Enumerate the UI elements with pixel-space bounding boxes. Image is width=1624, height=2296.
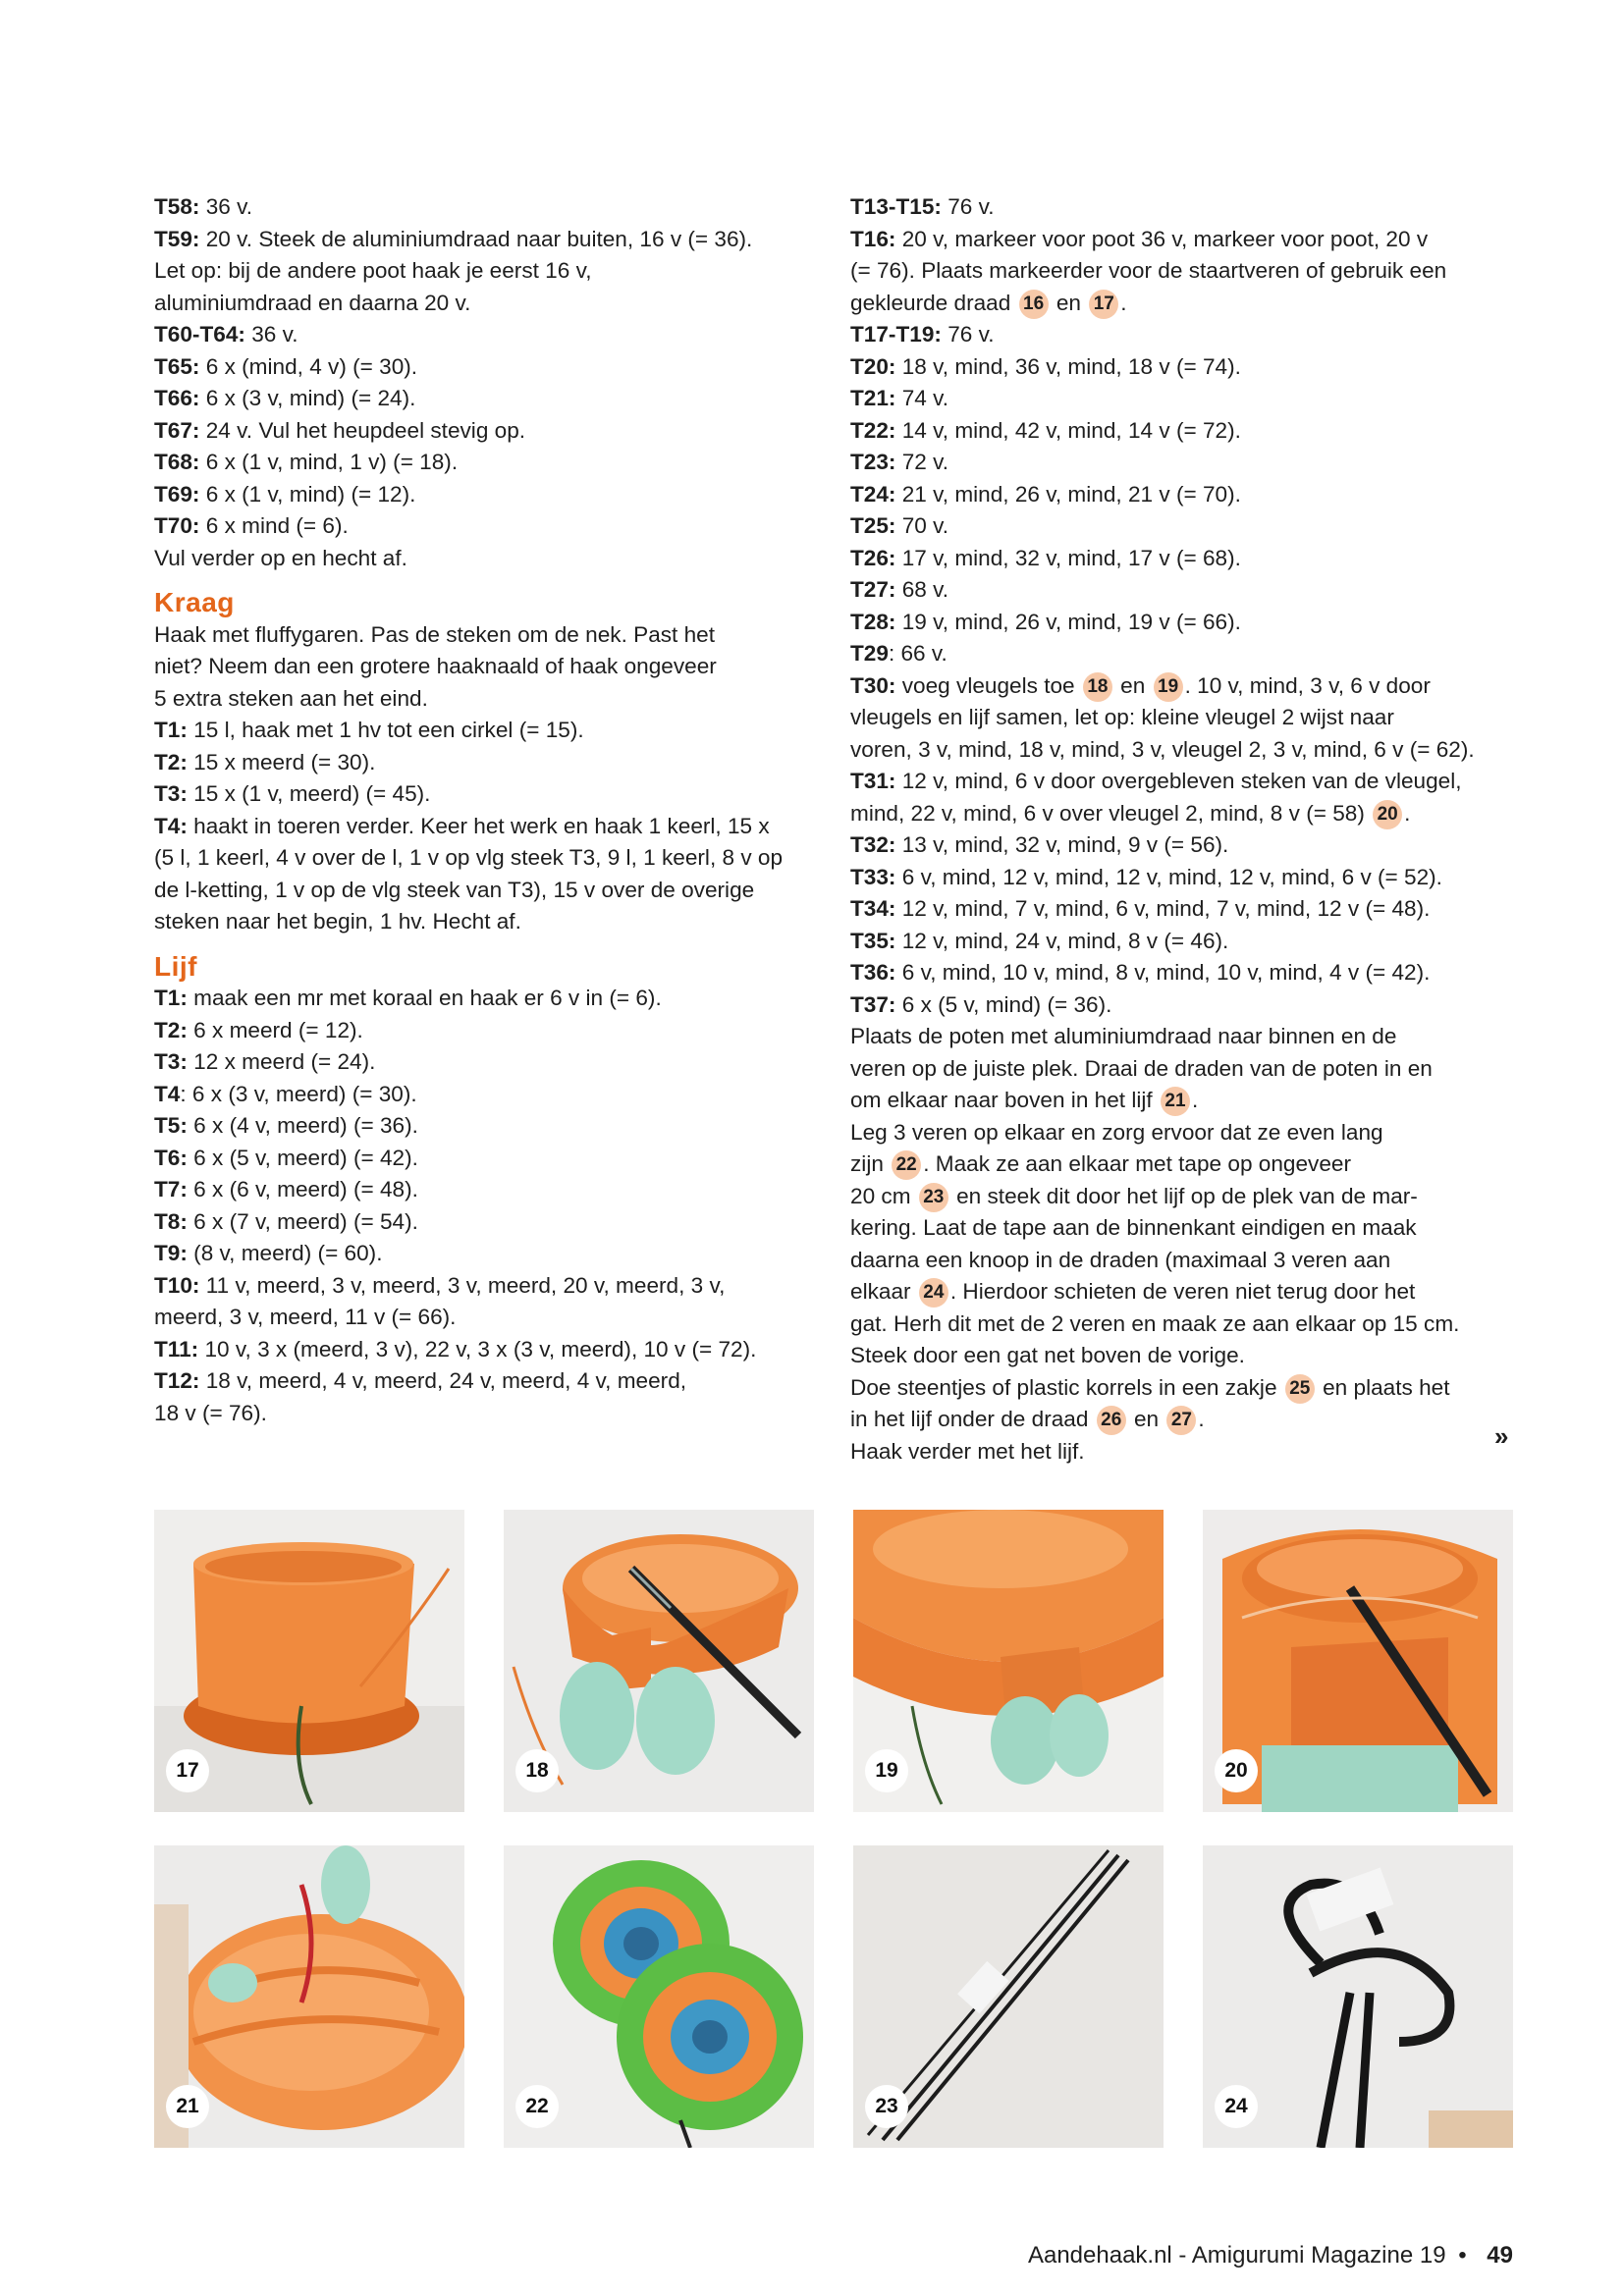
photo-22 <box>504 1845 814 2148</box>
line-text: 18 v, mind, 36 v, mind, 18 v (= 74). <box>895 353 1241 379</box>
row-label: T10: <box>154 1272 200 1298</box>
text-line <box>154 1079 841 1111</box>
line-text: 6 v, mind, 12 v, mind, 12 v, mind, 12 v, mind, 6 v (= 52). <box>895 864 1442 889</box>
text-line <box>850 351 1538 384</box>
text-line <box>850 1053 1538 1086</box>
line-text: 21 v, mind, 26 v, mind, 21 v (= 70). <box>895 481 1241 507</box>
photo-24 <box>1203 1845 1513 2148</box>
line-text: steken naar het begin, 1 hv. Hecht af. <box>154 909 521 934</box>
text-line <box>850 255 1538 288</box>
text-line <box>154 1206 841 1239</box>
row-label: T9: <box>154 1241 188 1265</box>
line-text: . 10 v, mind, 3 v, 6 v door <box>1184 672 1431 698</box>
photo-17 <box>154 1510 464 1812</box>
text-line <box>154 811 841 843</box>
row-label: T27: <box>850 577 896 602</box>
line-text: 5 extra steken aan het eind. <box>154 685 428 711</box>
page-number: 49 <box>1487 2242 1513 2269</box>
row-label: T69: <box>154 481 200 507</box>
text-line <box>154 224 841 256</box>
continue-arrow-icon: » <box>1494 1421 1509 1451</box>
text-line <box>850 383 1538 415</box>
line-text: 6 x (1 v, mind) (= 12). <box>199 481 416 507</box>
row-label: T22: <box>850 417 896 443</box>
text-line <box>154 191 841 224</box>
photo-reference-badge: 25 <box>1285 1374 1315 1404</box>
line-text: . <box>1404 800 1411 826</box>
text-line <box>850 510 1538 543</box>
text-line <box>850 574 1538 607</box>
text-line <box>850 1372 1538 1405</box>
photo-reference-badge: 20 <box>1373 800 1402 829</box>
text-line <box>850 1085 1538 1117</box>
row-label: T23: <box>850 450 896 474</box>
line-text: 70 v. <box>895 513 949 538</box>
text-line <box>850 1245 1538 1277</box>
line-text: 20 v, markeer voor poot 36 v, markeer voor poot, 20 v <box>895 226 1429 251</box>
line-text: 6 x (3 v, mind) (= 24). <box>199 386 416 410</box>
row-label: T28: <box>850 609 896 634</box>
text-line <box>154 1110 841 1143</box>
line-text: 12 v, mind, 7 v, mind, 6 v, mind, 7 v, mind, 12 v (= 48). <box>895 896 1431 921</box>
text-line <box>154 543 841 575</box>
right-column <box>850 191 1538 1468</box>
row-label: T66: <box>154 386 200 410</box>
row-label: T33: <box>850 864 896 889</box>
row-label: T8: <box>154 1208 188 1234</box>
text-line <box>154 683 841 716</box>
row-label: T37: <box>850 991 896 1017</box>
line-text: 36 v. <box>244 322 298 347</box>
page-footer <box>1028 2242 1513 2269</box>
row-label: T26: <box>850 545 896 570</box>
row-label: T36: <box>850 960 896 985</box>
row-label: T5: <box>154 1113 188 1138</box>
text-line <box>154 1270 841 1303</box>
photo-reference-badge: 16 <box>1019 290 1049 319</box>
line-text: (8 v, meerd) (= 60). <box>187 1241 383 1265</box>
row-label: T12: <box>154 1368 200 1393</box>
text-line <box>850 893 1538 926</box>
line-text: 12 x meerd (= 24). <box>187 1049 376 1074</box>
row-label: T34: <box>850 896 896 921</box>
photo-19 <box>853 1510 1164 1812</box>
text-line <box>850 415 1538 448</box>
photo-number: 20 <box>1215 1749 1258 1792</box>
text-line <box>154 255 841 288</box>
text-line <box>850 1148 1538 1181</box>
line-text: 19 v, mind, 26 v, mind, 19 v (= 66). <box>895 609 1241 634</box>
text-line <box>154 715 841 747</box>
text-line <box>850 638 1538 670</box>
text-line <box>850 766 1538 798</box>
row-label: T6: <box>154 1145 188 1170</box>
photo-reference-badge: 23 <box>919 1183 948 1212</box>
line-text: Leg 3 veren op elkaar en zorg ervoor dat ze even lang <box>850 1119 1383 1145</box>
line-text: 6 x (6 v, meerd) (= 48). <box>187 1177 418 1201</box>
footer-source: Aandehaak.nl - Amigurumi Magazine 19 <box>1027 2242 1446 2269</box>
line-text: 6 v, mind, 10 v, mind, 8 v, mind, 10 v, mind, 4 v (= 42). <box>895 960 1431 985</box>
line-text: Vul verder op en hecht af. <box>154 545 407 570</box>
line-text: (5 l, 1 keerl, 4 v over de l, 1 v op vlg steek T3, 9 l, 1 keerl, 8 v op <box>154 845 784 870</box>
photo-reference-badge: 18 <box>1083 672 1112 702</box>
row-label: T4 <box>154 1081 181 1106</box>
row-label: T24: <box>850 481 896 507</box>
line-text: 10 v, 3 x (meerd, 3 v), 22 v, 3 x (3 v, meerd), 10 v (= 72). <box>198 1336 757 1362</box>
line-text: 36 v. <box>199 194 253 219</box>
line-text: 6 x (5 v, mind) (= 36). <box>895 991 1112 1017</box>
row-label: T3: <box>154 1049 188 1074</box>
line-text: 17 v, mind, 32 v, mind, 17 v (= 68). <box>895 545 1241 570</box>
row-label: T32: <box>850 832 896 857</box>
text-line <box>154 842 841 875</box>
line-text: 6 x (1 v, mind, 1 v) (= 18). <box>199 450 459 474</box>
line-text: gekleurde draad <box>850 290 1017 315</box>
photo-number: 23 <box>865 2085 908 2128</box>
text-line <box>850 543 1538 575</box>
section-heading: Kraag <box>154 587 235 617</box>
text-line <box>154 1302 841 1334</box>
text-line <box>154 288 841 320</box>
photo-reference-badge: 22 <box>892 1150 921 1180</box>
row-label: T21: <box>850 386 896 410</box>
line-text: . Maak ze aan elkaar met tape op ongeveer <box>923 1151 1352 1176</box>
line-text: de l-ketting, 1 v op de vlg steek van T3), 15 v over de overige <box>154 877 755 902</box>
line-text: om elkaar naar boven in het lijf <box>850 1088 1159 1112</box>
row-label: T59: <box>154 226 200 251</box>
text-line <box>154 447 841 479</box>
text-line <box>154 619 841 652</box>
line-text: elkaar <box>850 1279 917 1304</box>
row-label: T29 <box>850 641 889 666</box>
line-text: Let op: bij de andere poot haak je eerst 16 v, <box>154 258 592 283</box>
section-heading: Lijf <box>154 950 197 982</box>
text-line <box>850 319 1538 351</box>
row-label: T67: <box>154 417 200 443</box>
row-label: T17-T19: <box>850 322 942 347</box>
line-text: 15 l, haak met 1 hv tot een cirkel (= 15). <box>187 718 584 742</box>
text-line <box>850 607 1538 639</box>
photo-number: 22 <box>515 2085 559 2128</box>
text-line <box>850 862 1538 894</box>
line-text: 6 x meerd (= 12). <box>187 1017 363 1042</box>
line-text: . <box>1198 1407 1205 1431</box>
line-text: 13 v, mind, 32 v, mind, 9 v (= 56). <box>895 832 1229 857</box>
line-text: 15 x (1 v, meerd) (= 45). <box>187 781 431 806</box>
photo-reference-badge: 27 <box>1166 1406 1196 1435</box>
line-text: 72 v. <box>895 450 949 474</box>
line-text: en plaats het <box>1316 1374 1450 1400</box>
photo-number: 21 <box>166 2085 209 2128</box>
row-label: T11: <box>154 1336 199 1362</box>
text-line <box>154 778 841 811</box>
text-line <box>154 875 841 907</box>
photo-number: 18 <box>515 1749 559 1792</box>
line-text: 20 v. Steek de aluminiumdraad naar buiten, 16 v (= 36). <box>199 226 753 251</box>
text-line <box>850 798 1538 830</box>
line-text: 24 v. Vul het heupdeel stevig op. <box>199 417 526 443</box>
text-line <box>850 479 1538 511</box>
line-text: en <box>1113 672 1152 698</box>
photo-reference-badge: 24 <box>919 1278 948 1308</box>
line-text: aluminiumdraad en daarna 20 v. <box>154 290 471 315</box>
row-label: T58: <box>154 194 200 219</box>
line-text: 12 v, mind, 24 v, mind, 8 v (= 46). <box>895 928 1229 953</box>
line-text: meerd, 3 v, meerd, 11 v (= 66). <box>154 1305 457 1329</box>
line-text: en steek dit door het lijf op de plek van de mar- <box>949 1183 1418 1208</box>
photo-reference-badge: 19 <box>1154 672 1183 702</box>
line-text: . Hierdoor schieten de veren niet terug door het <box>949 1279 1416 1304</box>
line-text: 6 x (7 v, meerd) (= 54). <box>187 1208 418 1234</box>
text-line <box>154 1238 841 1270</box>
line-text: Doe steentjes of plastic korrels in een zakje <box>850 1374 1283 1400</box>
line-text: 6 x mind (= 6). <box>199 513 349 538</box>
text-line <box>850 191 1538 224</box>
text-line <box>850 1340 1538 1372</box>
text-line <box>154 351 841 384</box>
line-text: 76 v. <box>941 194 995 219</box>
text-line <box>850 670 1538 703</box>
line-text: voeg vleugels toe <box>895 672 1081 698</box>
text-line <box>154 383 841 415</box>
row-label: T7: <box>154 1177 188 1201</box>
line-text: : 66 v. <box>888 641 947 666</box>
line-text: veren op de juiste plek. Draai de draden van de poten in en <box>850 1055 1433 1081</box>
text-line <box>154 479 841 511</box>
line-text: : 6 x (3 v, meerd) (= 30). <box>180 1081 417 1106</box>
line-text: 6 x (5 v, meerd) (= 42). <box>187 1145 418 1170</box>
line-text: 12 v, mind, 6 v door overgebleven steken van de vleugel, <box>895 769 1462 793</box>
line-text: 74 v. <box>895 386 949 410</box>
row-label: T13-T15: <box>850 194 942 219</box>
photo-18 <box>504 1510 814 1812</box>
row-label: T1: <box>154 718 188 742</box>
text-line <box>850 1308 1538 1341</box>
photo-reference-badge: 26 <box>1097 1406 1126 1435</box>
line-text: haakt in toeren verder. Keer het werk en haak 1 keerl, 15 x <box>187 813 770 838</box>
text-line <box>154 906 841 938</box>
photo-number: 19 <box>865 1749 908 1792</box>
left-column <box>154 191 841 1429</box>
text-line <box>154 1365 841 1398</box>
line-text: Steek door een gat net boven de vorige. <box>850 1343 1245 1367</box>
row-label: T68: <box>154 450 200 474</box>
text-line <box>154 319 841 351</box>
row-label: T31: <box>850 769 896 793</box>
line-text: 76 v. <box>941 322 995 347</box>
text-line <box>154 747 841 779</box>
text-line <box>154 1046 841 1079</box>
row-label: T35: <box>850 928 896 953</box>
line-text: 6 x (mind, 4 v) (= 30). <box>199 353 418 379</box>
line-text: kering. Laat de tape aan de binnenkant eindigen en maak <box>850 1215 1417 1240</box>
row-label: T20: <box>850 353 896 379</box>
line-text: . <box>1120 290 1127 315</box>
row-label: T4: <box>154 813 188 838</box>
line-text: vleugels en lijf samen, let op: kleine vleugel 2 wijst naar <box>850 705 1394 729</box>
text-line <box>850 734 1538 767</box>
text-line <box>154 510 841 543</box>
line-text: Haak verder met het lijf. <box>850 1438 1085 1464</box>
row-label: T1: <box>154 986 188 1010</box>
line-text: niet? Neem dan een grotere haaknaald of haak ongeveer <box>154 654 717 678</box>
line-text: zijn <box>850 1151 891 1176</box>
row-label: T25: <box>850 513 896 538</box>
text-line <box>154 1143 841 1175</box>
line-text: 18 v, meerd, 4 v, meerd, 24 v, meerd, 4 v, meerd, <box>199 1368 687 1393</box>
text-line <box>850 224 1538 256</box>
row-label: T70: <box>154 513 200 538</box>
text-line <box>850 288 1538 320</box>
line-text: en <box>1127 1407 1165 1431</box>
row-label: T65: <box>154 353 200 379</box>
photo-23 <box>853 1845 1164 2148</box>
line-text: mind, 22 v, mind, 6 v over vleugel 2, mind, 8 v (= 58) <box>850 800 1372 826</box>
photo-reference-badge: 17 <box>1089 290 1118 319</box>
text-line <box>154 983 841 1015</box>
line-text: 15 x meerd (= 30). <box>187 749 376 774</box>
line-text: . <box>1191 1088 1199 1112</box>
line-text: 14 v, mind, 42 v, mind, 14 v (= 72). <box>895 417 1241 443</box>
text-line <box>154 651 841 683</box>
text-line <box>850 1021 1538 1053</box>
footer-bullet: • <box>1458 2242 1467 2269</box>
text-line <box>850 447 1538 479</box>
line-text: maak een mr met koraal en haak er 6 v in (= 6). <box>187 986 662 1010</box>
line-text: in het lijf onder de draad <box>850 1407 1095 1431</box>
text-line <box>850 1117 1538 1149</box>
text-line <box>154 1015 841 1047</box>
text-line <box>850 1436 1538 1468</box>
text-line <box>850 702 1538 734</box>
line-text: gat. Herh dit met de 2 veren en maak ze aan elkaar op 15 cm. <box>850 1310 1460 1336</box>
text-line <box>850 1212 1538 1245</box>
line-text: en <box>1050 290 1088 315</box>
line-text: Plaats de poten met aluminiumdraad naar binnen en de <box>850 1024 1397 1048</box>
text-line <box>850 926 1538 958</box>
line-text: 68 v. <box>895 577 949 602</box>
photo-21 <box>154 1845 464 2148</box>
text-line <box>850 1276 1538 1308</box>
line-text: 6 x (4 v, meerd) (= 36). <box>187 1113 418 1138</box>
text-line <box>154 415 841 448</box>
text-line <box>850 989 1538 1022</box>
line-text: daarna een knoop in de draden (maximaal 3 veren aan <box>850 1247 1391 1272</box>
line-text: 20 cm <box>850 1183 917 1208</box>
line-text: (= 76). Plaats markeerder voor de staartveren of gebruik een <box>850 258 1447 283</box>
photo-number: 24 <box>1215 2085 1258 2128</box>
photo-reference-badge: 21 <box>1161 1087 1190 1116</box>
line-text: Haak met fluffygaren. Pas de steken om de nek. Past het <box>154 621 716 647</box>
row-label: T60-T64: <box>154 322 245 347</box>
text-line <box>850 1404 1538 1436</box>
photo-grid <box>154 1510 1513 2148</box>
text-line <box>850 957 1538 989</box>
row-label: T2: <box>154 749 188 774</box>
row-label: T3: <box>154 781 188 806</box>
photo-20 <box>1203 1510 1513 1812</box>
row-label: T30: <box>850 672 896 698</box>
line-text: 18 v (= 76). <box>154 1400 267 1425</box>
text-line <box>154 1398 841 1430</box>
row-label: T16: <box>850 226 896 251</box>
line-text: 11 v, meerd, 3 v, meerd, 3 v, meerd, 20 v, meerd, 3 v, <box>199 1272 726 1298</box>
text-line <box>850 1181 1538 1213</box>
text-line <box>850 829 1538 862</box>
row-label: T2: <box>154 1017 188 1042</box>
line-text: voren, 3 v, mind, 18 v, mind, 3 v, vleugel 2, 3 v, mind, 6 v (= 62). <box>850 736 1475 762</box>
text-line <box>154 1334 841 1366</box>
text-line <box>154 1174 841 1206</box>
photo-number: 17 <box>166 1749 209 1792</box>
